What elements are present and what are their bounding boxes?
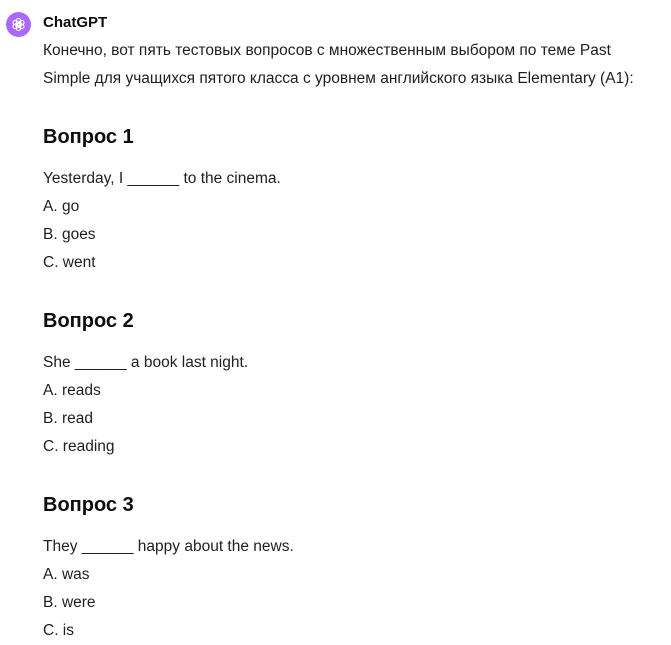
chatgpt-avatar — [6, 12, 31, 37]
answer-option: C. is — [43, 622, 74, 639]
answer-option: B. were — [43, 594, 96, 611]
question-title: Вопрос 3 — [43, 494, 134, 516]
question-block — [43, 305, 653, 461]
intro-text: Конечно, вот пять тестовых вопросов с множественным выбором по теме Past Simple для учащихся пятого класса с уровнем английского языка Elementary (A1): — [43, 42, 634, 87]
author-name: ChatGPT — [43, 14, 108, 31]
question-prompt: Yesterday, I ______ to the cinema. — [43, 170, 281, 187]
openai-logo-icon — [10, 16, 27, 33]
question-title: Вопрос 1 — [43, 126, 134, 148]
question-block — [43, 489, 653, 645]
answer-option: C. went — [43, 254, 96, 271]
answer-option: C. reading — [43, 438, 115, 455]
question-title: Вопрос 2 — [43, 310, 134, 332]
question-block — [43, 121, 653, 277]
answer-option: B. read — [43, 410, 93, 427]
answer-option: A. was — [43, 566, 90, 583]
answer-option: A. reads — [43, 382, 101, 399]
question-prompt: They ______ happy about the news. — [43, 538, 294, 555]
answer-option: A. go — [43, 198, 80, 215]
message-content — [43, 37, 653, 645]
answer-option: B. goes — [43, 226, 96, 243]
question-prompt: She ______ a book last night. — [43, 354, 249, 371]
